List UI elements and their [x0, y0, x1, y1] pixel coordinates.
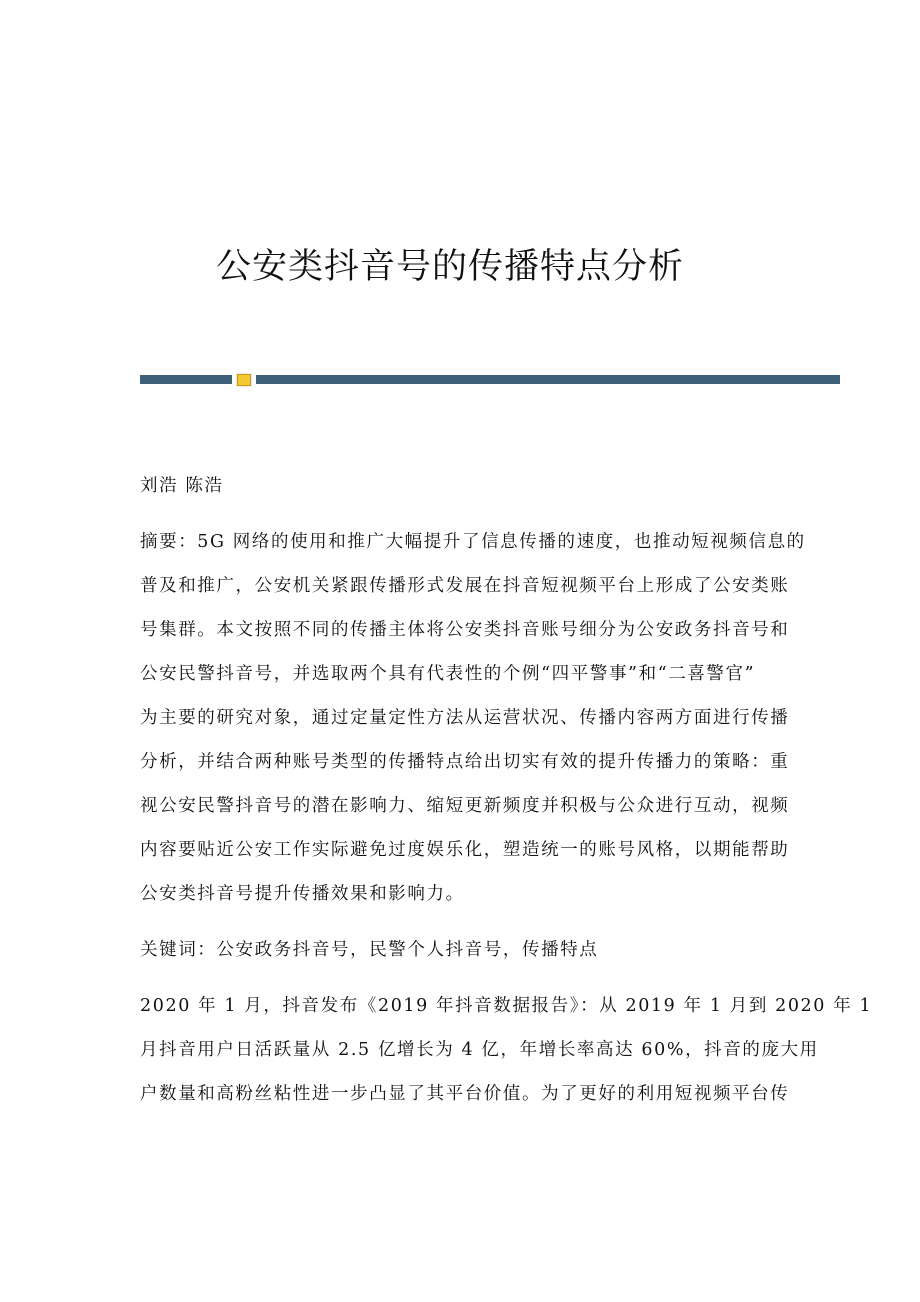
- authors: 刘浩 陈浩: [140, 476, 224, 496]
- abstract-line: 分析，并结合两种账号类型的传播特点给出切实有效的提升传播力的策略：重: [140, 752, 790, 772]
- divider-ornament-icon: [237, 374, 251, 386]
- divider-left: [140, 375, 232, 384]
- body-line: 月抖音用户日活跃量从 2.5 亿增长为 4 亿，年增长率高达 60%，抖音的庞大用: [140, 1040, 819, 1060]
- abstract-line: 内容要贴近公安工作实际避免过度娱乐化，塑造统一的账号风格，以期能帮助: [140, 840, 790, 860]
- document-title: 公安类抖音号的传播特点分析: [215, 247, 684, 288]
- divider-right: [256, 375, 840, 384]
- abstract-line: 号集群。本文按照不同的传播主体将公安类抖音账号细分为公安政务抖音号和: [140, 620, 790, 640]
- keywords: 关键词：公安政务抖音号，民警个人抖音号，传播特点: [140, 940, 599, 960]
- abstract-line: 普及和推广，公安机关紧跟传播形式发展在抖音短视频平台上形成了公安类账: [140, 576, 790, 596]
- abstract-line: 摘要：5G 网络的使用和推广大幅提升了信息传播的速度，也推动短视频信息的: [140, 532, 806, 552]
- abstract-line: 公安类抖音号提升传播效果和影响力。: [140, 884, 465, 904]
- abstract-line: 视公安民警抖音号的潜在影响力、缩短更新频度并积极与公众进行互动，视频: [140, 796, 790, 816]
- abstract-line: 为主要的研究对象，通过定量定性方法从运营状况、传播内容两方面进行传播: [140, 708, 790, 728]
- body-line: 2020 年 1 月，抖音发布《2019 年抖音数据报告》：从 2019 年 1 月到 2020 年 1: [140, 996, 873, 1016]
- body-line: 户数量和高粉丝粘性进一步凸显了其平台价值。为了更好的利用短视频平台传: [140, 1084, 790, 1104]
- abstract-line: 公安民警抖音号，并选取两个具有代表性的个例“四平警事”和“二喜警官”: [140, 664, 756, 684]
